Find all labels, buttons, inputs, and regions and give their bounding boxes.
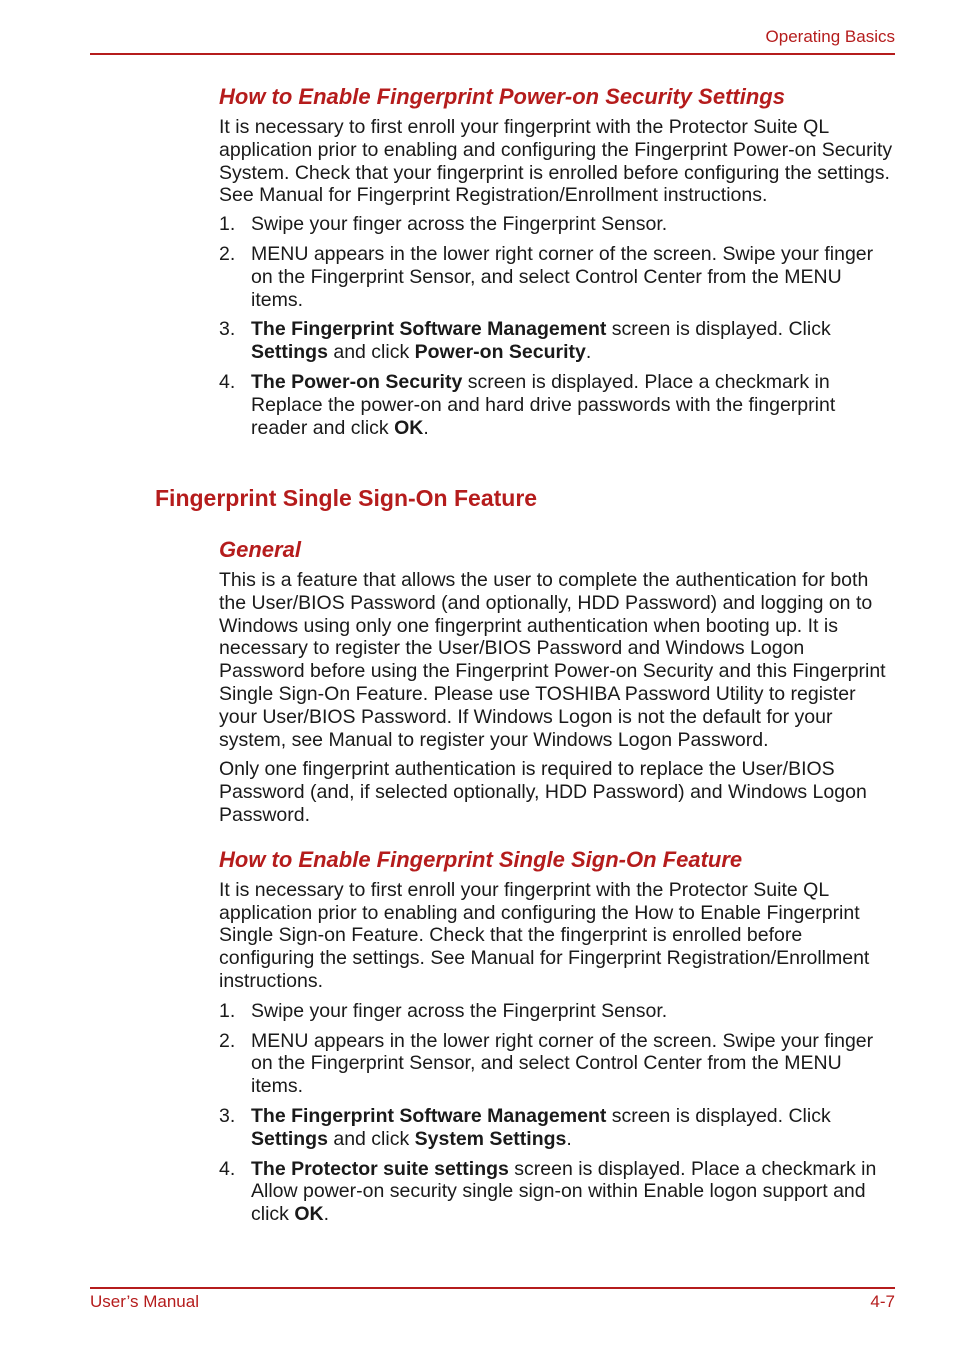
header-section-title: Operating Basics [765,27,895,46]
list-item: 4. The Protector suite settings screen is displayed. Place a checkmark in Allow power-on security single sign-on within Enable logon support and click OK. [219,1157,877,1226]
list-item: 2. MENU appears in the lower right corner of the screen. Swipe your finger on the Fingerprint Sensor, and select Control Center from the MENU items. [219,1029,874,1098]
list-item: 2. MENU appears in the lower right corner of the screen. Swipe your finger on the Fingerprint Sensor, and select Control Center from the MENU items. [219,242,874,311]
list-item: 4. The Power-on Security screen is displayed. Place a checkmark in Replace the power-on and hard drive passwords with the fingerprint reader and click OK. [219,370,836,439]
paragraph-general-2: Only one fingerprint authentication is required to replace the User/BIOS Password (and, if selected optionally, HDD Password) and Windows Logon Password. [219,758,867,826]
paragraph-general-1: This is a feature that allows the user to complete the authentication for both the User/BIOS Password (and optionally, HDD Password) and logging on to Windows using only one fingerprint authentication when booting up. It is necessary to register the User/BIOS Password and Windows Logon Password before using the Fingerprint Power-on Security and this Fingerprint Single Sign-On Feature. Please use TOSHIBA Password Utility to register your User/BIOS Password. If Windows Logon is not the default for your system, see Manual to register your Windows Logon Password. [219,569,886,751]
steps-list [219,1000,895,1226]
heading-enable-single-sign-on: How to Enable Fingerprint Single Sign-On Feature [219,846,743,872]
section-power-on-security [219,82,895,439]
list-item: 1. Swipe your finger across the Fingerprint Sensor. [219,999,668,1022]
header-rule [90,53,895,55]
heading-enable-power-on-security: How to Enable Fingerprint Power-on Security Settings [219,84,785,109]
list-item: 3. The Fingerprint Software Management screen is displayed. Click Settings and click Power-on Security. [219,318,831,364]
list-item: 1. Swipe your finger across the Fingerprint Sensor. [219,213,668,236]
steps-list [219,213,895,439]
list-item: 3. The Fingerprint Software Management screen is displayed. Click Settings and click System Settings. [219,1104,831,1150]
footer-rule [90,1287,895,1289]
heading-single-sign-on: Fingerprint Single Sign-On Feature [155,485,538,511]
footer-manual-title: User’s Manual [90,1292,199,1311]
paragraph-howto-intro: It is necessary to first enroll your fingerprint with the Protector Suite QL application prior to enabling and configuring the How to Enable Fingerprint Single Sign-on Feature. Check that the fingerprint is enrolled before configuring the settings. See Manual for Fingerprint Registration/Enrollment instructions. [219,878,870,992]
heading-general: General [219,537,301,562]
section-general [219,535,895,1226]
paragraph-intro: It is necessary to first enroll your fingerprint with the Protector Suite QL application prior to enabling and configuring the Fingerprint Power-on Security System. Check that your fingerprint is enrolled before configuring the settings. See Manual for Fingerprint Registration/Enrollment instructions. [219,116,893,207]
page-number: 4-7 [870,1292,895,1311]
